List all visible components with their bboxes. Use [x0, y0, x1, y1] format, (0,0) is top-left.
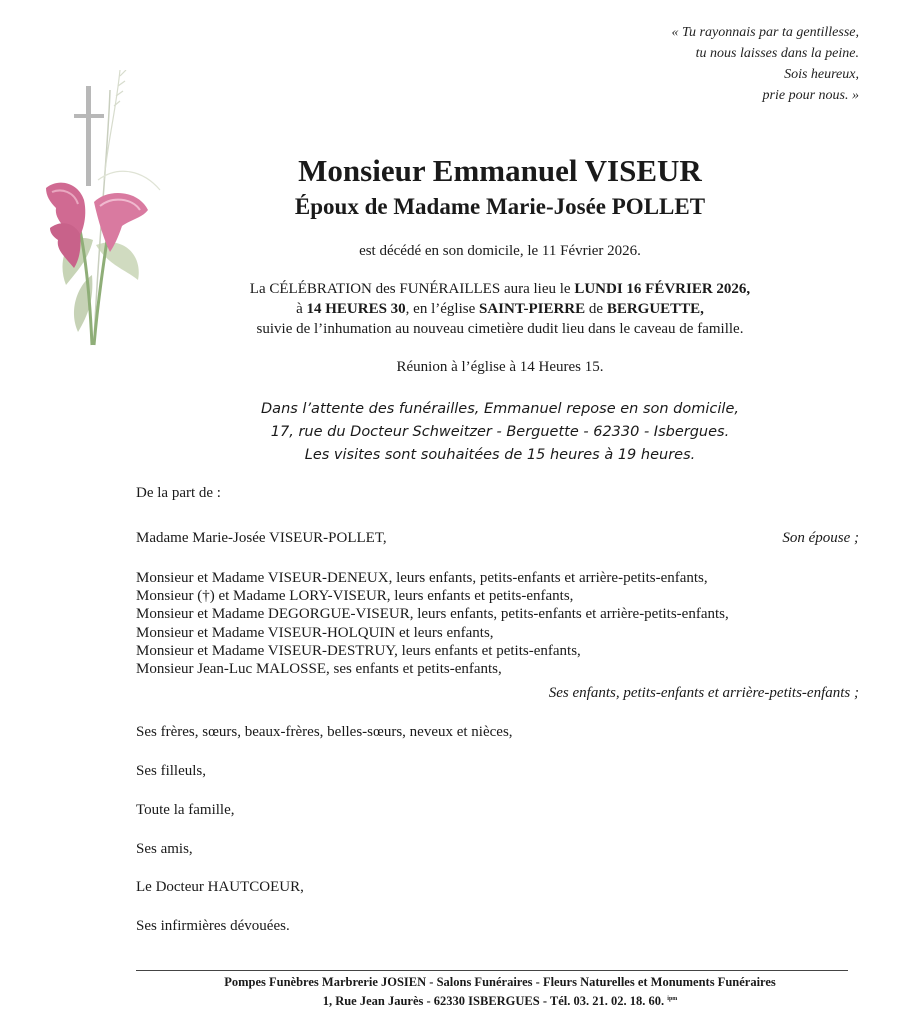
funeral-line-1 [100, 279, 900, 299]
funeral-text: La CÉLÉBRATION des FUNÉRAILLES aura lieu le [249, 281, 575, 297]
town-name: BERGUETTE, [606, 301, 704, 317]
footer-address [100, 991, 900, 1010]
meeting-text: Réunion à l’église à 14 Heures 15. [396, 359, 604, 375]
meeting-info [100, 357, 900, 377]
funeral-text: à [296, 301, 307, 317]
vigil-line: Dans l’attente des funérailles, Emmanuel repose en son domicile, [261, 401, 739, 417]
list-item: Monsieur et Madame DEGORGUE-VISEUR, leurs enfants, petits-enfants et arrière-petits-enfants, [136, 606, 729, 623]
printer-mark: ipm [667, 996, 678, 1002]
poem-line: « Tu rayonnais par ta gentillesse, [671, 25, 859, 40]
funeral-line-3: suivie de l’inhumation au nouveau cimetière dudit lieu dans le caveau de famille. [256, 321, 744, 337]
list-item: Monsieur Jean-Luc MALOSSE, ses enfants et petits-enfants, [136, 661, 502, 678]
list-item: Monsieur et Madame VISEUR-DESTRUY, leurs enfants et petits-enfants, [136, 642, 581, 659]
funeral-time: 14 HEURES 30 [306, 301, 406, 317]
death-announcement [100, 241, 900, 261]
list-item: Ses amis, [136, 841, 193, 857]
list-item: Ses filleuls, [136, 763, 206, 779]
poem-line: Sois heureux, [784, 67, 859, 82]
list-item: Toute la famille, [136, 802, 235, 818]
funeral-details [100, 279, 900, 339]
footer-company: Pompes Funèbres Marbrerie JOSIEN - Salons Funéraires - Fleurs Naturelles et Monuments Funéraires [224, 975, 776, 989]
poem-line: prie pour nous. » [762, 88, 859, 103]
spouse-entry-name: Madame Marie-Josée VISEUR-POLLET, [136, 530, 387, 546]
list-item: Monsieur et Madame VISEUR-DENEUX, leurs enfants, petits-enfants et arrière-petits-enfants, [136, 570, 708, 586]
poem-line: tu nous laisses dans la peine. [695, 46, 859, 61]
vigil-line: 17, rue du Docteur Schweitzer - Berguette - 62330 - Isbergues. [270, 424, 730, 440]
funeral-date: LUNDI 16 FÉVRIER 2026, [574, 281, 751, 297]
announcement-text: est décédé en son domicile, le 11 Février 2026. [359, 243, 641, 259]
vigil-info [100, 398, 900, 467]
list-item: Ses infirmières dévouées. [136, 918, 290, 934]
list-item: Le Docteur HAUTCOEUR, [136, 879, 304, 895]
footer-address-text: 1, Rue Jean Jaurès - 62330 ISBERGUES - Tél. 03. 21. 02. 18. 60. [322, 994, 665, 1009]
funeral-text: , en l’église [405, 301, 479, 317]
footer-divider [136, 970, 848, 971]
children-role: Ses enfants, petits-enfants et arrière-petits-enfants ; [548, 685, 859, 701]
list-item: Ses frères, sœurs, beaux-frères, belles-sœurs, neveux et nièces, [136, 724, 513, 740]
list-item: Monsieur (†) et Madame LORY-VISEUR, leurs enfants et petits-enfants, [136, 588, 574, 605]
poem-quote [539, 22, 859, 106]
list-item: Monsieur et Madame VISEUR-HOLQUIN et leurs enfants, [136, 624, 494, 641]
children-list [136, 569, 729, 678]
funeral-line-2 [100, 299, 900, 319]
spouse-entry-role: Son épouse ; [782, 530, 859, 546]
funeral-text: de [585, 301, 607, 317]
spouse-subtitle: Époux de Madame Marie-Josée POLLET [294, 194, 706, 219]
deceased-name: Monsieur Emmanuel VISEUR [298, 153, 702, 188]
vigil-line: Les visites sont souhaitées de 15 heures à 19 heures. [304, 447, 696, 463]
church-name: SAINT-PIERRE [478, 301, 586, 317]
from-label: De la part de : [136, 485, 221, 501]
